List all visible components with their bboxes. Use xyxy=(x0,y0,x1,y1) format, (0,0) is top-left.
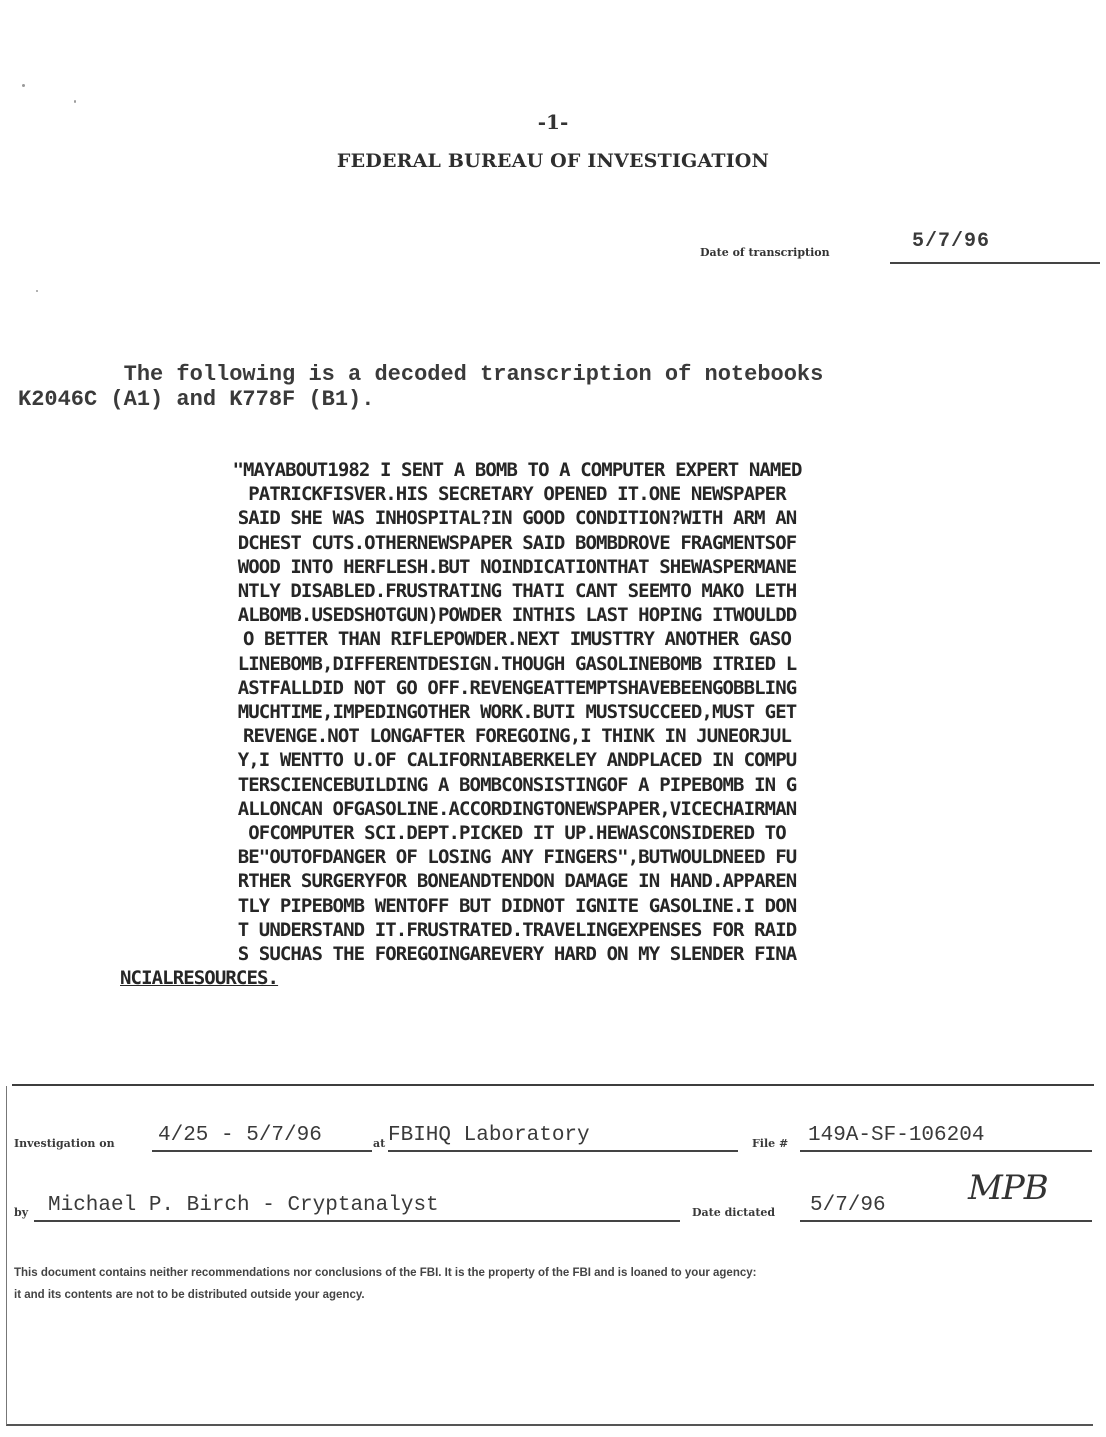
decoded-line: OFCOMPUTER SCI.DEPT.PICKED IT UP.HEWASCONSIDERED TO xyxy=(248,822,786,845)
decoded-line: DCHEST CUTS.OTHERNEWSPAPER SAID BOMBDROVE FRAGMENTSOF xyxy=(237,531,797,554)
transcription-date-value: 5/7/96 xyxy=(890,230,1100,264)
decoded-transcription xyxy=(92,458,942,990)
investigation-label: Investigation on xyxy=(14,1137,115,1150)
investigation-location: FBIHQ Laboratory xyxy=(388,1124,738,1152)
decoded-line: ALLONCAN OFGASOLINE.ACCORDINGTONEWSPAPER,VICECHAIRMAN xyxy=(237,797,797,820)
investigation-dates: 4/25 - 5/7/96 xyxy=(152,1124,372,1152)
date-dictated: 5/7/96 xyxy=(800,1194,1092,1222)
decoded-line: LINEBOMB,DIFFERENTDESIGN.THOUGH GASOLINEBOMB ITRIED L xyxy=(237,652,797,675)
decoded-line: T UNDERSTAND IT.FRUSTRATED.TRAVELINGEXPENSES FOR RAID xyxy=(237,918,797,941)
transcription-date-label: Date of transcription xyxy=(700,246,830,259)
initials-signature: MPB xyxy=(968,1168,1048,1208)
decoded-line: RTHER SURGERYFOR BONEANDTENDON DAMAGE IN HAND.APPAREN xyxy=(237,870,797,893)
author-name: Michael P. Birch - Cryptanalyst xyxy=(34,1194,680,1222)
date-dictated-label: Date dictated xyxy=(692,1206,776,1219)
scan-speck xyxy=(22,84,25,87)
decoded-line: O BETTER THAN RIFLEPOWDER.NEXT IMUSTTRY ANOTHER GASO xyxy=(242,628,792,651)
at-label: at xyxy=(373,1137,386,1150)
by-label: by xyxy=(14,1206,29,1219)
scan-speck xyxy=(74,100,76,103)
decoded-line: TERSCIENCEBUILDING A BOMBCONSISTINGOF A PIPEBOMB IN G xyxy=(237,773,797,796)
decoded-line: ALBOMB.USEDSHOTGUN)POWDER INTHIS LAST HOPING ITWOULDD xyxy=(237,604,797,627)
intro-line-2: K2046C (A1) and K778F (B1). xyxy=(18,387,375,412)
decoded-line: SAID SHE WAS INHOSPITAL?IN GOOD CONDITION?WITH ARM AN xyxy=(237,507,797,530)
decoded-line: BE"OUTOFDANGER OF LOSING ANY FINGERS",BUTWOULDNEED FU xyxy=(237,846,797,869)
decoded-line: MUCHTIME,IMPEDINGOTHER WORK.BUTI MUSTSUCCEED,MUST GET xyxy=(237,701,797,724)
transcription-date-row xyxy=(700,230,1100,266)
decoded-line: TLY PIPEBOMB WENTOFF BUT DIDNOT IGNITE GASOLINE.I DON xyxy=(237,894,797,917)
disclaimer xyxy=(14,1262,1014,1306)
page-number: -1- xyxy=(537,110,569,134)
intro-line-1: The following is a decoded transcription of notebooks xyxy=(18,362,824,387)
decoded-line: S SUCHAS THE FOREGOINGAREVERY HARD ON MY SLENDER FINA xyxy=(237,943,797,966)
decoded-line: REVENGE.NOT LONGAFTER FOREGOING,I THINK IN JUNEORJUL xyxy=(242,725,792,748)
decoded-line: ASTFALLDID NOT GO OFF.REVENGEATTEMPTSHAVEBEENGOBBLING xyxy=(237,676,797,699)
file-number-label: File # xyxy=(752,1137,789,1150)
scan-speck xyxy=(36,290,38,292)
disclaimer-line-1: This document contains neither recommendations nor conclusions of the FBI. It is the property of the FBI and is loaned to your agency: xyxy=(14,1267,757,1279)
decoded-line: Y,I WENTTO U.OF CALIFORNIABERKELEY ANDPLACED IN COMPU xyxy=(237,749,797,772)
decoded-line: "MAYABOUT1982 I SENT A BOMB TO A COMPUTER EXPERT NAMED xyxy=(232,459,802,481)
decoded-line: PATRICKFISVER.HIS SECRETARY OPENED IT.ONE NEWSPAPER xyxy=(248,483,786,506)
intro-paragraph xyxy=(18,362,1018,412)
disclaimer-line-2: it and its contents are not to be distributed outside your agency. xyxy=(14,1289,365,1301)
decoded-line-final: NCIALRESOURCES. xyxy=(120,967,279,990)
decoded-line: WOOD INTO HERFLESH.BUT NOINDICATIONTHAT SHEWASPERMANE xyxy=(237,555,797,578)
decoded-line: NTLY DISABLED.FRUSTRATING THATI CANT SEEMTO MAKO LETH xyxy=(237,580,797,603)
agency-title: FEDERAL BUREAU OF INVESTIGATION xyxy=(336,150,770,172)
file-number: 149A-SF-106204 xyxy=(800,1124,1092,1152)
